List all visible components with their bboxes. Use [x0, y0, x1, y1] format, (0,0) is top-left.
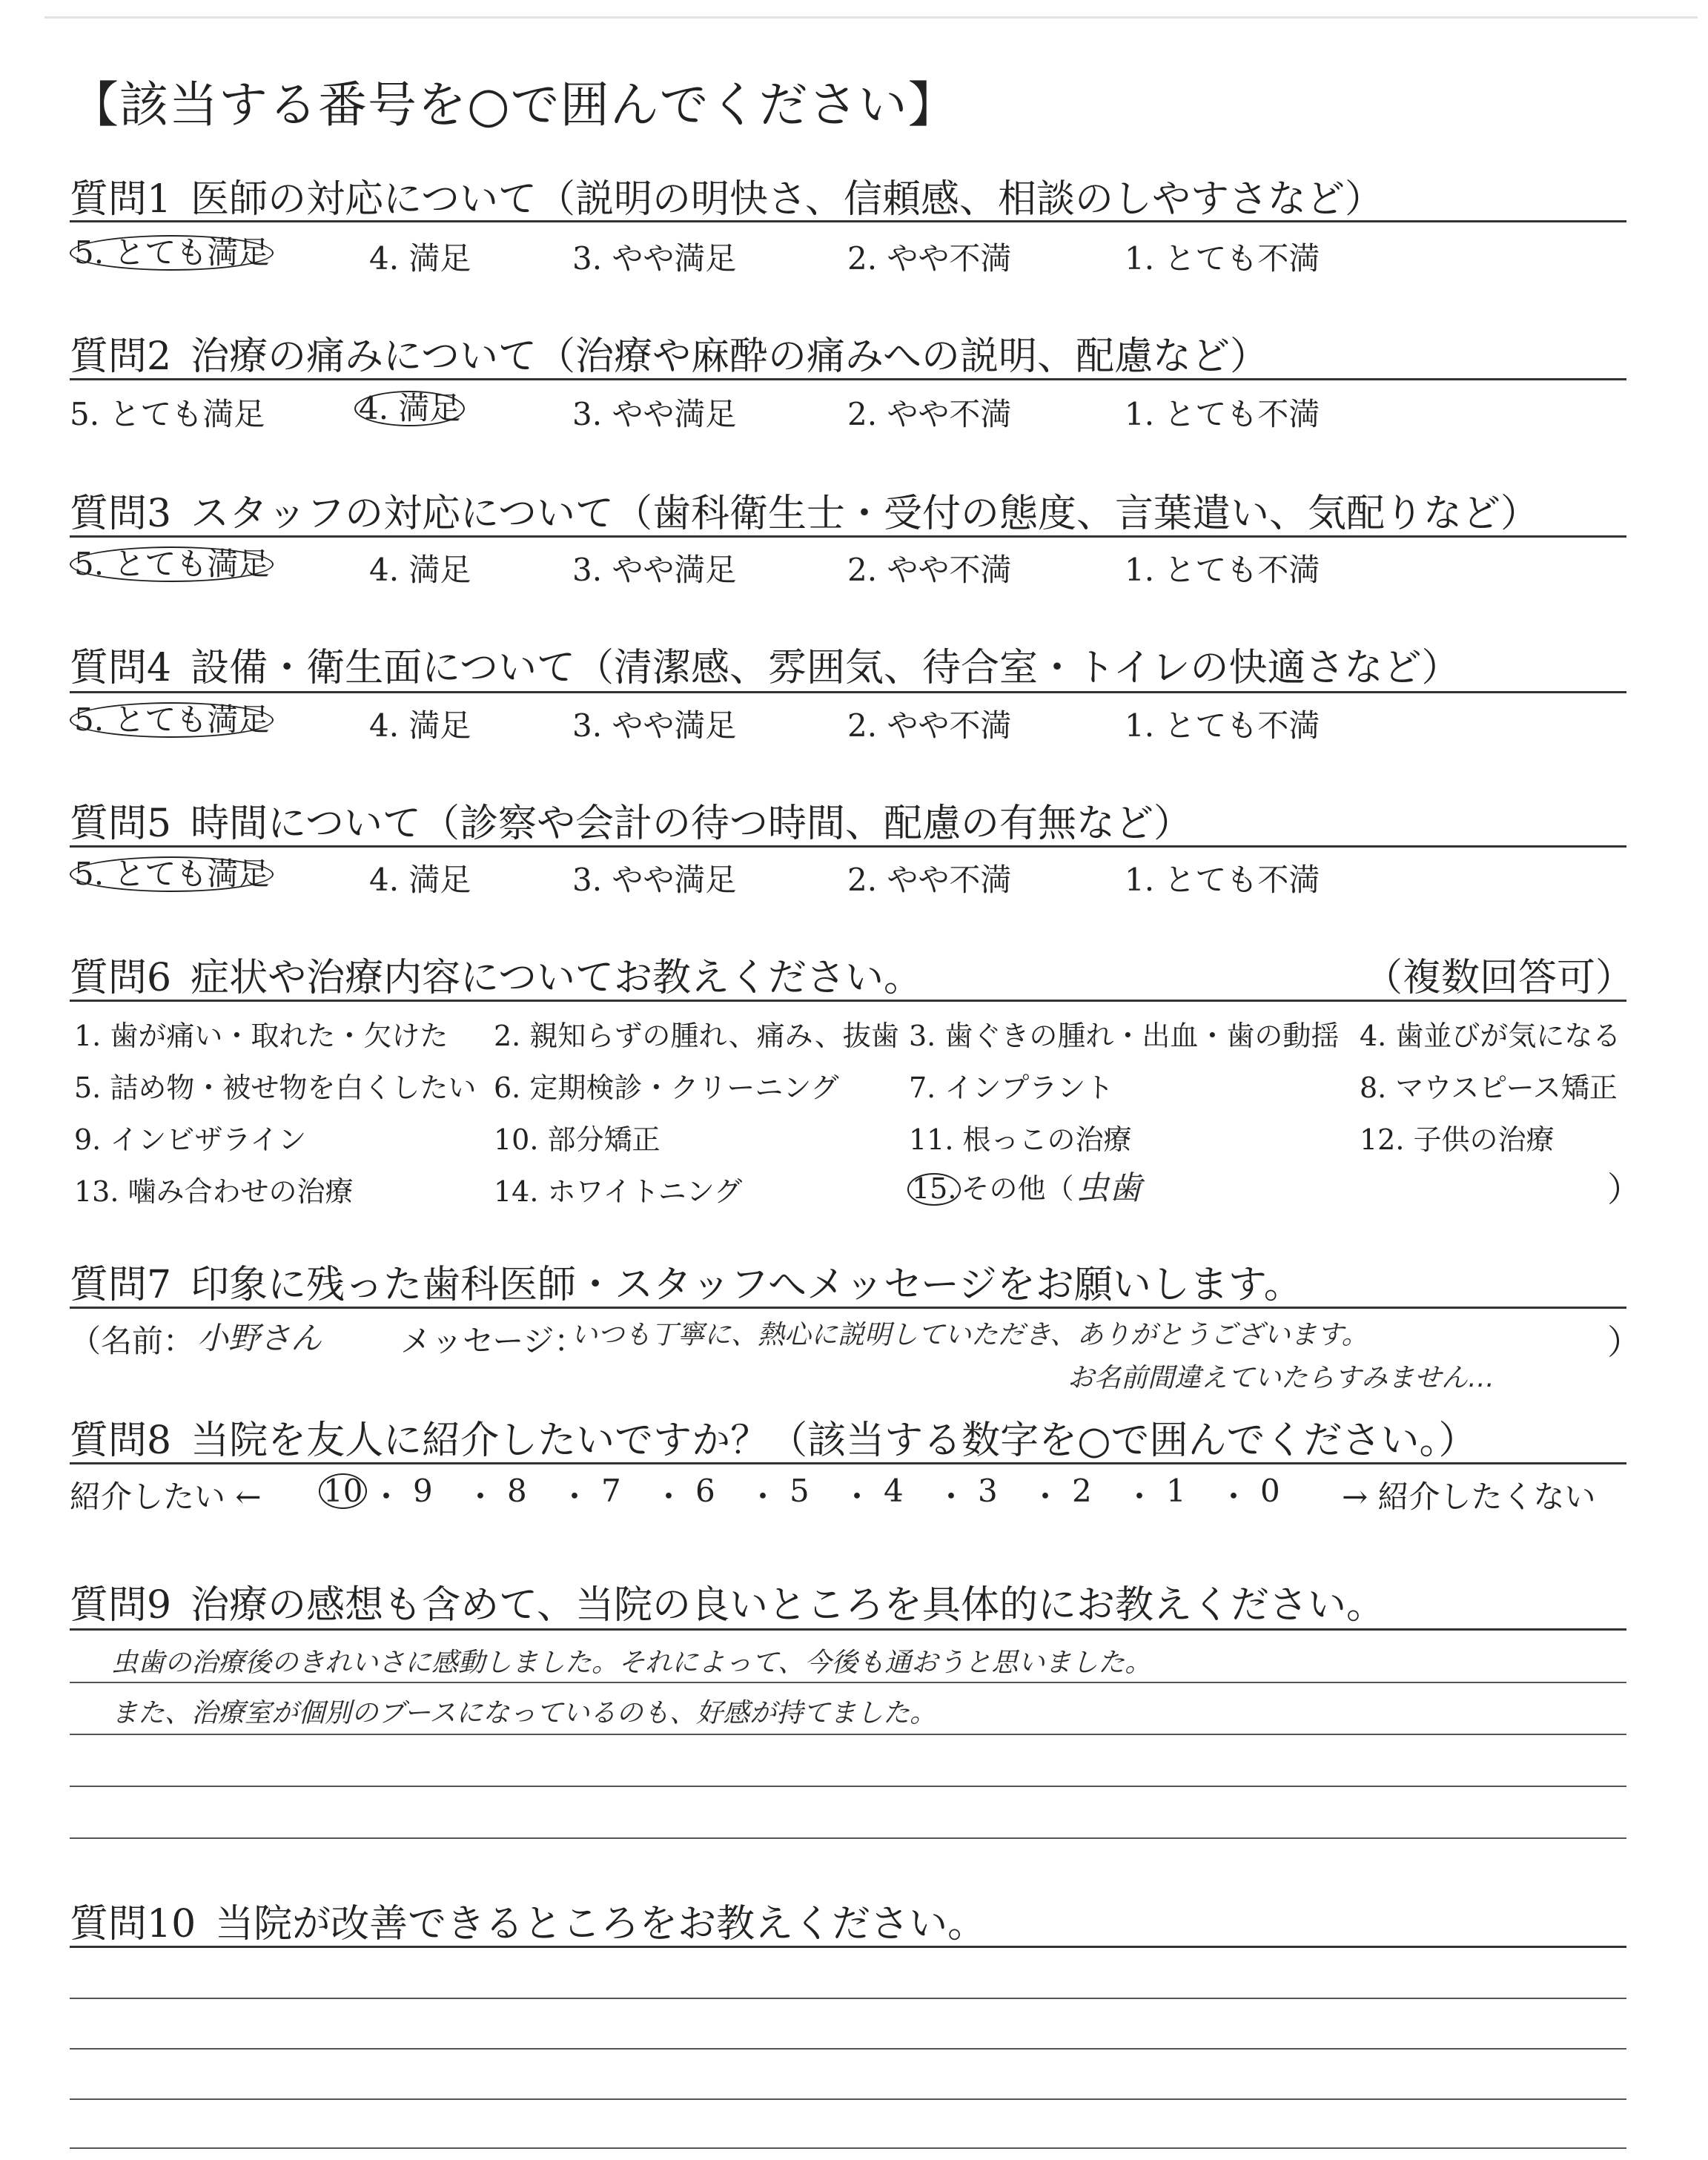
q6-item-9[interactable]: 9. インビザライン: [74, 1123, 307, 1156]
question-text: 当院が改善できるところをお教えください。: [215, 1902, 987, 1946]
question-10: [70, 1892, 1626, 1948]
scale-value-9[interactable]: [413, 1473, 433, 1509]
scale-value-2[interactable]: [1072, 1473, 1092, 1509]
question-number: 質問6: [70, 956, 172, 1000]
q5-option-3[interactable]: 3. やや満足: [572, 862, 737, 898]
writing-line: [70, 1998, 1626, 1999]
q3-option-1[interactable]: 1. とても不満: [1125, 552, 1320, 588]
q1-option-5[interactable]: [70, 234, 274, 271]
q1-option-3[interactable]: 3. やや満足: [572, 240, 737, 277]
question-number: 質問10: [70, 1902, 196, 1946]
q1-option-4[interactable]: 4. 満足: [369, 240, 471, 277]
scale-number: 0: [1260, 1473, 1280, 1509]
writing-line: [70, 1734, 1626, 1735]
divider: [70, 220, 1626, 222]
question-text: 治療の感想も含めて、当院の良いところを具体的にお教えください。: [191, 1583, 1386, 1628]
q1-option-1[interactable]: 1. とても不満: [1125, 240, 1320, 277]
scale-separator: ・: [841, 1479, 873, 1515]
scale-separator: ・: [1124, 1479, 1156, 1515]
scale-number: 8: [507, 1473, 527, 1509]
divider: [70, 1462, 1626, 1464]
scale-separator: ・: [1030, 1479, 1062, 1515]
scale-number: 5: [790, 1473, 810, 1509]
question-5: [70, 792, 1626, 848]
q6-item-6[interactable]: 6. 定期検診・クリーニング: [494, 1071, 839, 1104]
question-text: 症状や治療内容についてお教えください。: [191, 956, 923, 1000]
scale-value-1[interactable]: [1166, 1473, 1186, 1509]
divider: [70, 1000, 1626, 1002]
scale-value-5[interactable]: [790, 1473, 810, 1509]
q3-option-2[interactable]: 2. やや不満: [847, 552, 1012, 588]
question-2: [70, 325, 1626, 380]
q5-option-1[interactable]: 1. とても不満: [1125, 862, 1320, 898]
scale-number: 9: [413, 1473, 433, 1509]
question-number: 質問7: [70, 1263, 172, 1307]
scale-right-label: → 紹介したくない: [1342, 1479, 1596, 1515]
divider: [70, 378, 1626, 380]
scale-number: 1: [1166, 1473, 1186, 1509]
scale-separator: ・: [747, 1479, 779, 1515]
selected-circle: 5. とても満足: [70, 856, 274, 892]
q6-item-14[interactable]: 14. ホワイトニング: [494, 1175, 743, 1208]
question-9: [70, 1573, 1626, 1629]
question-number: 質問1: [70, 177, 172, 222]
question-text: 治療の痛みについて（治療や麻酔の痛みへの説明、配慮など）: [191, 334, 1269, 379]
question-4: [70, 636, 1626, 692]
q2-option-5[interactable]: 5. とても満足: [70, 396, 265, 432]
q4-option-5[interactable]: [70, 701, 274, 738]
q2-option-3[interactable]: 3. やや満足: [572, 396, 737, 432]
scale-number: 3: [978, 1473, 998, 1509]
scale-number: 4: [884, 1473, 904, 1509]
question-number: 質問4: [70, 646, 172, 690]
q3-option-3[interactable]: 3. やや満足: [572, 552, 737, 588]
q6-item-10[interactable]: 10. 部分矯正: [494, 1123, 661, 1156]
q5-option-4[interactable]: 4. 満足: [369, 862, 471, 898]
divider: [70, 1946, 1626, 1948]
question-8: [70, 1409, 1626, 1464]
divider: [70, 535, 1626, 538]
question-number: 質問5: [70, 802, 172, 846]
scale-separator: ・: [371, 1479, 403, 1515]
question-text: 医師の対応について（説明の明快さ、信頼感、相談のしやすさなど）: [191, 177, 1383, 222]
q2-option-4[interactable]: [354, 390, 465, 426]
question-number: 質問3: [70, 492, 172, 536]
selected-circle: 10: [319, 1473, 367, 1509]
question-number: 質問9: [70, 1583, 172, 1628]
q4-option-1[interactable]: 1. とても不満: [1125, 707, 1320, 744]
name-value: 小野さん: [197, 1320, 322, 1356]
q5-option-2[interactable]: 2. やや不満: [847, 862, 1012, 898]
scale-separator: ・: [653, 1479, 685, 1515]
writing-line: [70, 2048, 1626, 2050]
q4-option-3[interactable]: 3. やや満足: [572, 707, 737, 744]
other-close-paren: ）: [1607, 1169, 1641, 1209]
selected-circle: 15.: [907, 1173, 961, 1206]
top-border: [44, 16, 1698, 19]
divider: [70, 691, 1626, 693]
scale-value-0[interactable]: [1260, 1473, 1280, 1509]
q6-item-13[interactable]: 13. 噛み合わせの治療: [74, 1175, 354, 1208]
q6-item-1[interactable]: 1. 歯が痛い・取れた・欠けた: [74, 1020, 448, 1052]
q6-item-12[interactable]: 12. 子供の治療: [1360, 1123, 1555, 1156]
writing-line: [70, 1682, 1626, 1683]
q6-item-8[interactable]: 8. マウスピース矯正: [1360, 1071, 1618, 1104]
divider: [70, 1307, 1626, 1309]
q1-option-2[interactable]: 2. やや不満: [847, 240, 1012, 277]
scale-value-10[interactable]: [319, 1473, 367, 1509]
writing-line: [70, 1837, 1626, 1839]
selected-circle: 5. とても満足: [70, 546, 274, 582]
question-text: スタッフの対応について（歯科衛生士・受付の態度、言葉遣い、気配りなど）: [191, 492, 1540, 536]
q4-option-4[interactable]: 4. 満足: [369, 707, 471, 744]
writing-line: [70, 2147, 1626, 2149]
question-text: 時間について（診察や会計の待つ時間、配慮の有無など）: [191, 802, 1193, 846]
q6-item-4[interactable]: 4. 歯並びが気になる: [1360, 1020, 1621, 1052]
question-1: [70, 168, 1626, 223]
question-text: 印象に残った歯科医師・スタッフへメッセージをお願いします。: [191, 1263, 1302, 1307]
message-line-2: お名前間違えていたらすみません…: [1068, 1363, 1495, 1393]
q6-item-5[interactable]: 5. 詰め物・被せ物を白くしたい: [74, 1071, 477, 1104]
q2-option-2[interactable]: 2. やや不満: [847, 396, 1012, 432]
scale-value-7[interactable]: [601, 1473, 621, 1509]
question-text: 当院を友人に紹介したいですか？（該当する数字を○で囲んでください。）: [191, 1418, 1477, 1463]
scale-number: 6: [695, 1473, 715, 1509]
other-answer: 虫歯: [1076, 1169, 1142, 1207]
divider: [70, 1628, 1626, 1631]
scale-value-8[interactable]: [507, 1473, 527, 1509]
question-7: [70, 1253, 1626, 1309]
q6-item-11[interactable]: 11. 根っこの治療: [909, 1123, 1132, 1156]
multiple-answer-note: （複数回答可）: [1364, 956, 1635, 1000]
scale-value-3[interactable]: [978, 1473, 998, 1509]
scale-separator: ・: [936, 1479, 967, 1515]
q5-option-5[interactable]: [70, 856, 274, 892]
q4-option-2[interactable]: 2. やや不満: [847, 707, 1012, 744]
q6-item-2[interactable]: 2. 親知らずの腫れ、痛み、抜歯: [494, 1020, 899, 1052]
q3-option-5[interactable]: [70, 546, 274, 582]
answer-line-1: 虫歯の治療後のきれいさに感動しました。それによって、今後も通おうと思いました。: [111, 1648, 1152, 1678]
q3-option-4[interactable]: 4. 満足: [369, 552, 471, 588]
other-label: その他（: [961, 1172, 1074, 1205]
q6-item-15[interactable]: [907, 1166, 1073, 1206]
scale-value-6[interactable]: [695, 1473, 715, 1509]
answer-line-2: また、治療室が個別のブースになっているのも、好感が持てました。: [111, 1698, 937, 1728]
page-title: 【該当する番号を○で囲んでください】: [70, 76, 958, 133]
name-label: （名前：: [70, 1323, 195, 1359]
q6-item-3[interactable]: 3. 歯ぐきの腫れ・出血・歯の動揺: [909, 1020, 1340, 1052]
question-text: 設備・衛生面について（清潔感、雰囲気、待合室・トイレの快適さなど）: [191, 646, 1460, 690]
message-line-1: いつも丁寧に、熱心に説明していただき、ありがとうございます。: [571, 1320, 1368, 1350]
scale-number: 2: [1072, 1473, 1092, 1509]
question-number: 質問8: [70, 1418, 172, 1463]
scale-separator: ・: [465, 1479, 497, 1515]
scale-number: 7: [601, 1473, 621, 1509]
divider: [70, 845, 1626, 848]
scale-value-4[interactable]: [884, 1473, 904, 1509]
scale-separator: ・: [559, 1479, 591, 1515]
writing-line: [70, 1786, 1626, 1787]
writing-line: [70, 2098, 1626, 2100]
question-3: [70, 482, 1626, 538]
message-close-paren: ）: [1607, 1322, 1641, 1362]
selected-circle: 5. とても満足: [70, 702, 274, 738]
message-label: メッセージ：: [400, 1323, 586, 1359]
q6-item-7[interactable]: 7. インプラント: [909, 1071, 1114, 1104]
q2-option-1[interactable]: 1. とても不満: [1125, 396, 1320, 432]
selected-circle: 4. 満足: [354, 391, 465, 426]
scale-left-label: 紹介したい ←: [70, 1479, 262, 1515]
scale-separator: ・: [1218, 1479, 1250, 1515]
question-number: 質問2: [70, 334, 172, 379]
selected-circle: 5. とても満足: [70, 235, 274, 271]
